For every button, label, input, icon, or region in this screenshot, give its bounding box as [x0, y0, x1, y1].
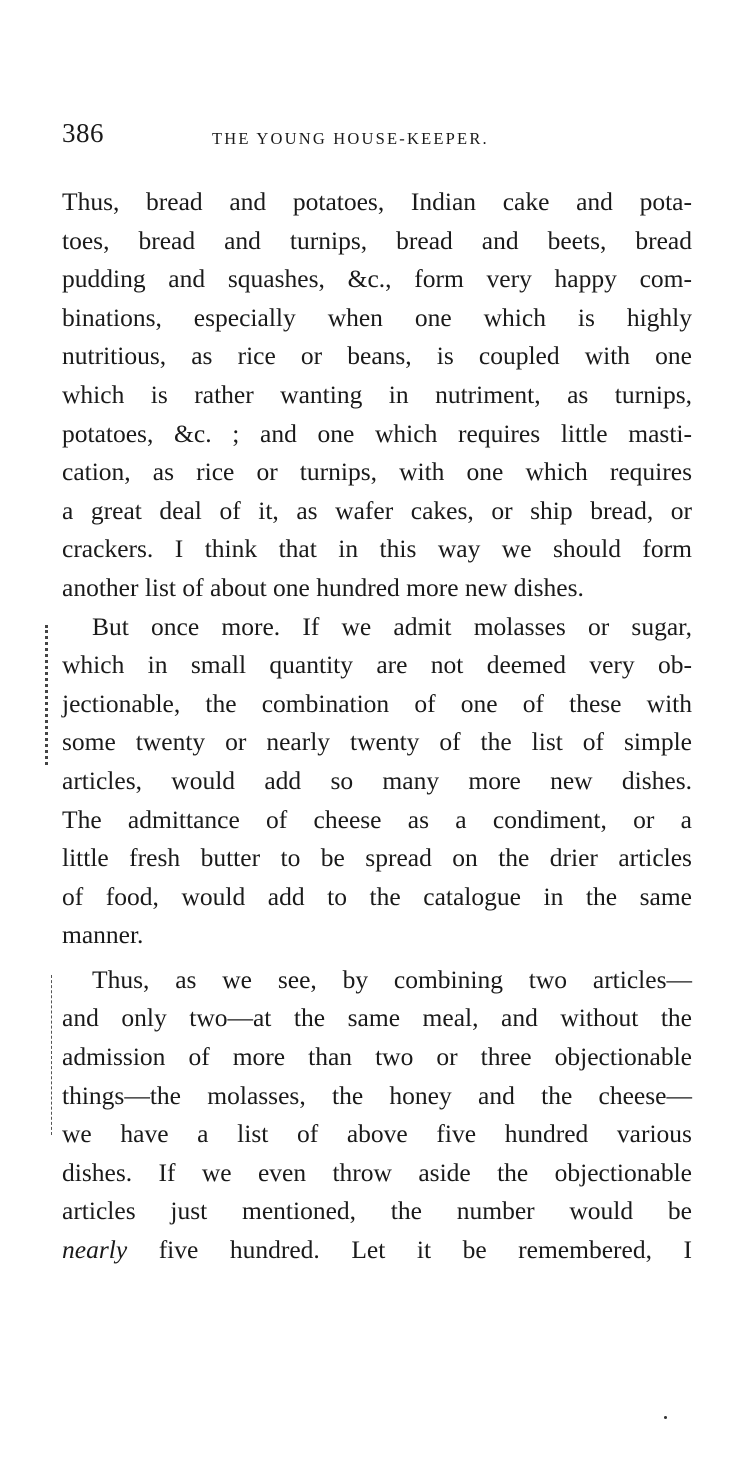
text-line: which in small quantity are not deemed very ob-: [62, 650, 692, 680]
text-line: another list of about one hundred more new dishes.: [62, 572, 584, 602]
text-line: articles just mentioned, the number would be: [62, 1196, 692, 1226]
page-number: 386: [62, 118, 104, 148]
text-line: binations, especially when one which is highly: [62, 302, 692, 332]
text-line: some twenty or nearly twenty of the list of simple: [62, 727, 692, 757]
running-head: [62, 118, 692, 158]
text-line: which is rather wanting in nutriment, as turnips,: [62, 379, 692, 409]
text-line: nutritious, as rice or beans, is coupled with one: [62, 341, 692, 371]
text-line: articles, would add so many more new dishes.: [62, 765, 692, 795]
text-line: manner.: [62, 920, 144, 950]
text-line: But once more. If we admit molasses or sugar,: [92, 611, 692, 641]
text-line: Thus, as we see, by combining two articles—: [92, 964, 692, 994]
text-line: little fresh butter to be spread on the drier articles: [62, 843, 692, 873]
text-line: Thus, bread and potatoes, Indian cake and pota-: [62, 187, 692, 216]
text-line-rest: five hundred. Let it be remembered, I: [127, 1235, 692, 1265]
text-line: potatoes, &c. ; and one which requires little masti-: [62, 418, 692, 448]
text-line: crackers. I think that in this way we should form: [62, 534, 692, 564]
paper-speck: [664, 1416, 667, 1419]
text-line: The admittance of cheese as a condiment, or a: [62, 804, 692, 834]
margin-pencil-mark: [51, 975, 52, 1135]
text-line: and only two—at the same meal, and without the: [62, 1003, 692, 1033]
text-line: dishes. If we even throw aside the objectionable: [62, 1157, 692, 1187]
text-line: we have a list of above five hundred various: [62, 1119, 692, 1149]
text-line: of food, would add to the catalogue in the same: [62, 881, 692, 911]
text-line: cation, as rice or turnips, with one which requires: [62, 457, 692, 487]
text-line: a great deal of it, as wafer cakes, or ship bread, or: [62, 495, 692, 525]
running-title: THE YOUNG HOUSE-KEEPER.: [212, 129, 489, 148]
text-line: jectionable, the combination of one of these with: [62, 688, 692, 718]
text-line-final: [62, 1231, 692, 1270]
italic-word: nearly: [62, 1235, 128, 1265]
text-line: toes, bread and turnips, bread and beets, bread: [62, 225, 692, 255]
text-line: pudding and squashes, &c., form very happy com-: [62, 264, 692, 294]
text-line: things—the molasses, the honey and the cheese—: [62, 1080, 692, 1110]
margin-pencil-mark: [45, 625, 48, 765]
text-line: admission of more than two or three objectionable: [62, 1042, 692, 1072]
body-text: [62, 183, 692, 1270]
